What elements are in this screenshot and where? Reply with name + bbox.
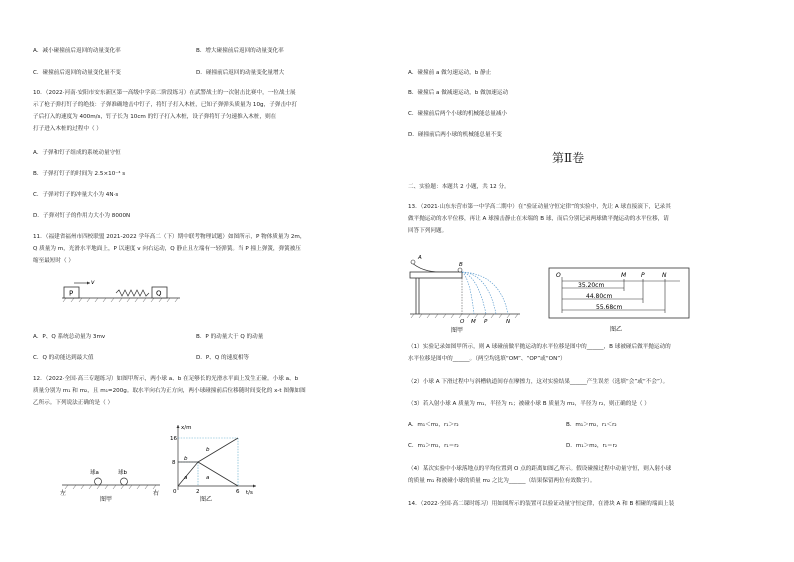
line-b-after <box>198 438 238 462</box>
distance-on: 55.68cm <box>596 304 623 311</box>
q13-stem: 13．（2021·山东东营市第一中学高二期中）在“验证动量守恒定律”的实验中，先让 A 球直接滚下，记录其 <box>408 204 671 210</box>
point-n: N <box>506 319 511 325</box>
q11-option-c: C．Q 的动能达到最大值 <box>33 355 94 361</box>
q13-part3-option-b: B．m₁＞m₂，r₁＜r₂ <box>566 422 617 428</box>
q13-figure-jia <box>408 250 523 335</box>
distance-om: 35.20cm <box>578 282 605 289</box>
q11-stem: Q 质量为 m，光滑水平地面上，P 以速度 v 向右运动，Q 静止且左端有一轻弹簧。当 P 撞上弹簧，弹簧被压 <box>33 246 301 252</box>
q11-stem: 缩至最短时（ ） <box>33 258 74 264</box>
figure-caption: 图甲 <box>100 496 113 503</box>
velocity-label: v <box>91 279 95 286</box>
label-b: b <box>184 456 188 462</box>
right-label: 右 <box>153 490 160 497</box>
q9-option-b: B．增大碰撞前后返回的动量变化率 <box>196 48 284 54</box>
q12-stem: 乙所示。下列说法正确的是（ ） <box>33 400 114 406</box>
line-a-before <box>178 462 198 486</box>
q14-stem: 14．（2022·全国·高二课时练习）用如图所示的装置可以验证动量守恒定律，在滑块 A 和 B 相碰的端面上装 <box>408 501 675 507</box>
q13-part4: （4）某次实验中小球落地点的平均位置到 O 点的距离如图乙所示。假设碰撞过程中动量守恒，则入射小球 <box>408 466 672 472</box>
x-axis-label: t/s <box>246 490 253 496</box>
tick-y8: 8 <box>172 460 176 466</box>
q12-figure-yi <box>170 422 260 502</box>
point-p: P <box>484 319 488 325</box>
q10-stem: 打子进入木桩的过程中（ ） <box>33 126 102 132</box>
q11-stem: 11．（福建省福州市四校联盟 2021-2022 学年高二（下）期中联考物理试题）如图所示，P 物体质量为 2m， <box>33 234 306 240</box>
q11-option-a: A．P、Q 系统总动量为 3mv <box>33 334 106 340</box>
label-a: A <box>418 255 422 261</box>
q13-stem: 做平抛运动的水平位移，再让 A 球撞击静止在末端的 B 球，而后分别记录两球做平抛运动的水平位移，请 <box>408 216 669 222</box>
q9-option-a: A．减小碰撞前后返回的动量变化率 <box>33 48 121 54</box>
q11-figure <box>62 278 182 304</box>
block-q-label: Q <box>156 289 162 298</box>
q12-option-b: B．碰撞后 a 做减速运动，b 做加速运动 <box>408 90 509 96</box>
table <box>410 272 462 278</box>
volume-title: 第Ⅱ卷 <box>552 151 585 165</box>
left-label: 左 <box>60 490 67 497</box>
q11-option-d: D．P、Q 的速度相等 <box>196 355 250 361</box>
point-m: M <box>621 272 627 279</box>
q10-stem: 10．（2022·河南·安阳市安东新区第一高级中学高二阶段练习）在武警战士的一次射击比赛中，一位战士展 <box>33 90 296 96</box>
q10-option-b: B．子弹打钉子的时间为 2.5×10⁻⁴ s <box>33 171 126 177</box>
ball-a <box>95 478 102 485</box>
point-o: O <box>556 272 561 279</box>
point-m: M <box>471 319 476 325</box>
label-a: a <box>206 475 210 481</box>
q10-stem: 示了枪子弹打钉子的绝技：子弹准确地击中钉子，将钉子打入木桩，已知子弹弹头质量为 10g，子弹击中打 <box>33 102 298 108</box>
ball-b-label: 球b <box>118 470 127 476</box>
q11-option-b: B．P 的动量大于 Q 的动量 <box>196 334 264 340</box>
line-a-after <box>198 462 238 486</box>
q13-part1: （1）实验记录如图甲所示，则 A 球碰前做平抛运动的水平位移是图中的______，B 球被碰后做平抛运动的 <box>408 344 671 350</box>
label-b: b <box>206 447 210 453</box>
ball-b <box>458 268 462 272</box>
q9-option-d: D．碰撞前后返回的动量变化量增大 <box>196 70 285 76</box>
section-heading: 二、实验题：本题共 2 小题，共 12 分。 <box>408 184 510 190</box>
q13-part3: （3）若入射小球 A 质量为 m₁，半径为 r₁；被碰小球 B 质量为 m₂，半径为 r₂，则正确的是（ ） <box>408 401 650 407</box>
figure-caption: 图甲 <box>451 327 464 334</box>
q10-option-d: D．子弹对钉子的作用力大小为 8000N <box>33 213 131 219</box>
q9-option-c: C．碰撞前后返回的动量变化量不变 <box>33 70 121 76</box>
q12-option-d: D．碰撞前后两小球的机械能总量不变 <box>408 132 502 138</box>
point-n: N <box>662 272 667 279</box>
point-p: P <box>641 272 645 279</box>
tick-x6: 6 <box>236 489 240 495</box>
point-o: O <box>460 319 465 325</box>
y-axis-label: x/m <box>181 425 192 431</box>
ball-b <box>121 478 128 485</box>
incline-ramp <box>411 262 460 272</box>
tick-x0: 0 <box>173 489 177 495</box>
q12-stem: 12．（2022·全国·高三专题练习）如图甲所示，两小球 a、b 在足够长的光滑水平面上发生正碰。小球 a、b <box>33 376 299 382</box>
q12-stem: 质量分别为 m₁ 和 m₂，且 m₁=200g。取水平向右为正方向，两小球碰撞前后位移随时间变化的 x-t 图像如图 <box>33 388 306 394</box>
q12-option-a: A．碰撞前 a 做匀速运动，b 静止 <box>408 70 492 76</box>
spring <box>116 290 149 296</box>
q13-part3-option-c: C．m₁＞m₂，r₁＝r₂ <box>408 443 459 449</box>
q10-stem: 子后打入的速度为 400m/s，钉子长为 10cm 的钉子打入木桩，设子弹将钉子匀速推入木桩，则在 <box>33 114 277 120</box>
ball-a-label: 球a <box>90 470 99 476</box>
q13-part1: 水平位移是图中的______。（两空均选填“OM”、“OP”或“ON”） <box>408 356 566 362</box>
figure-caption: 图乙 <box>610 326 623 333</box>
q10-option-a: A．子弹和钉子组成的系统动量守恒 <box>33 150 121 156</box>
distance-op: 44.80cm <box>586 293 613 300</box>
block-p-label: P <box>69 289 74 298</box>
q13-part2: （2）小球 A 下滑过程中与斜槽轨道间存在摩擦力，这对实验结果______产生误差（选填“会”或“不会”）。 <box>408 379 669 385</box>
q12-option-c: C．碰撞前后两个小球的机械能总量减小 <box>408 111 508 117</box>
q13-part3-option-a: A．m₁＜m₂，r₁＞r₂ <box>408 422 459 428</box>
ball-a <box>411 260 415 264</box>
q10-option-c: C．子弹对钉子的冲量大小为 4N·s <box>33 192 119 198</box>
label-b: B <box>459 262 463 268</box>
figure-caption: 图乙 <box>200 496 213 502</box>
q13-stem: 回答下列问题。 <box>408 228 448 234</box>
q12-figure-jia <box>60 465 170 505</box>
tick-y16: 16 <box>170 436 177 442</box>
q13-part3-option-d: D．m₁＞m₂，r₁＝r₂ <box>566 443 618 449</box>
tick-x2: 2 <box>196 489 200 495</box>
label-a: a <box>184 475 188 481</box>
q13-figure-yi <box>548 267 696 335</box>
trajectories <box>462 272 508 314</box>
q13-part4: 的质量 m₁ 和被碰小球的质量 m₂ 之比为______（结果保留两位有效数字）。 <box>408 478 596 484</box>
